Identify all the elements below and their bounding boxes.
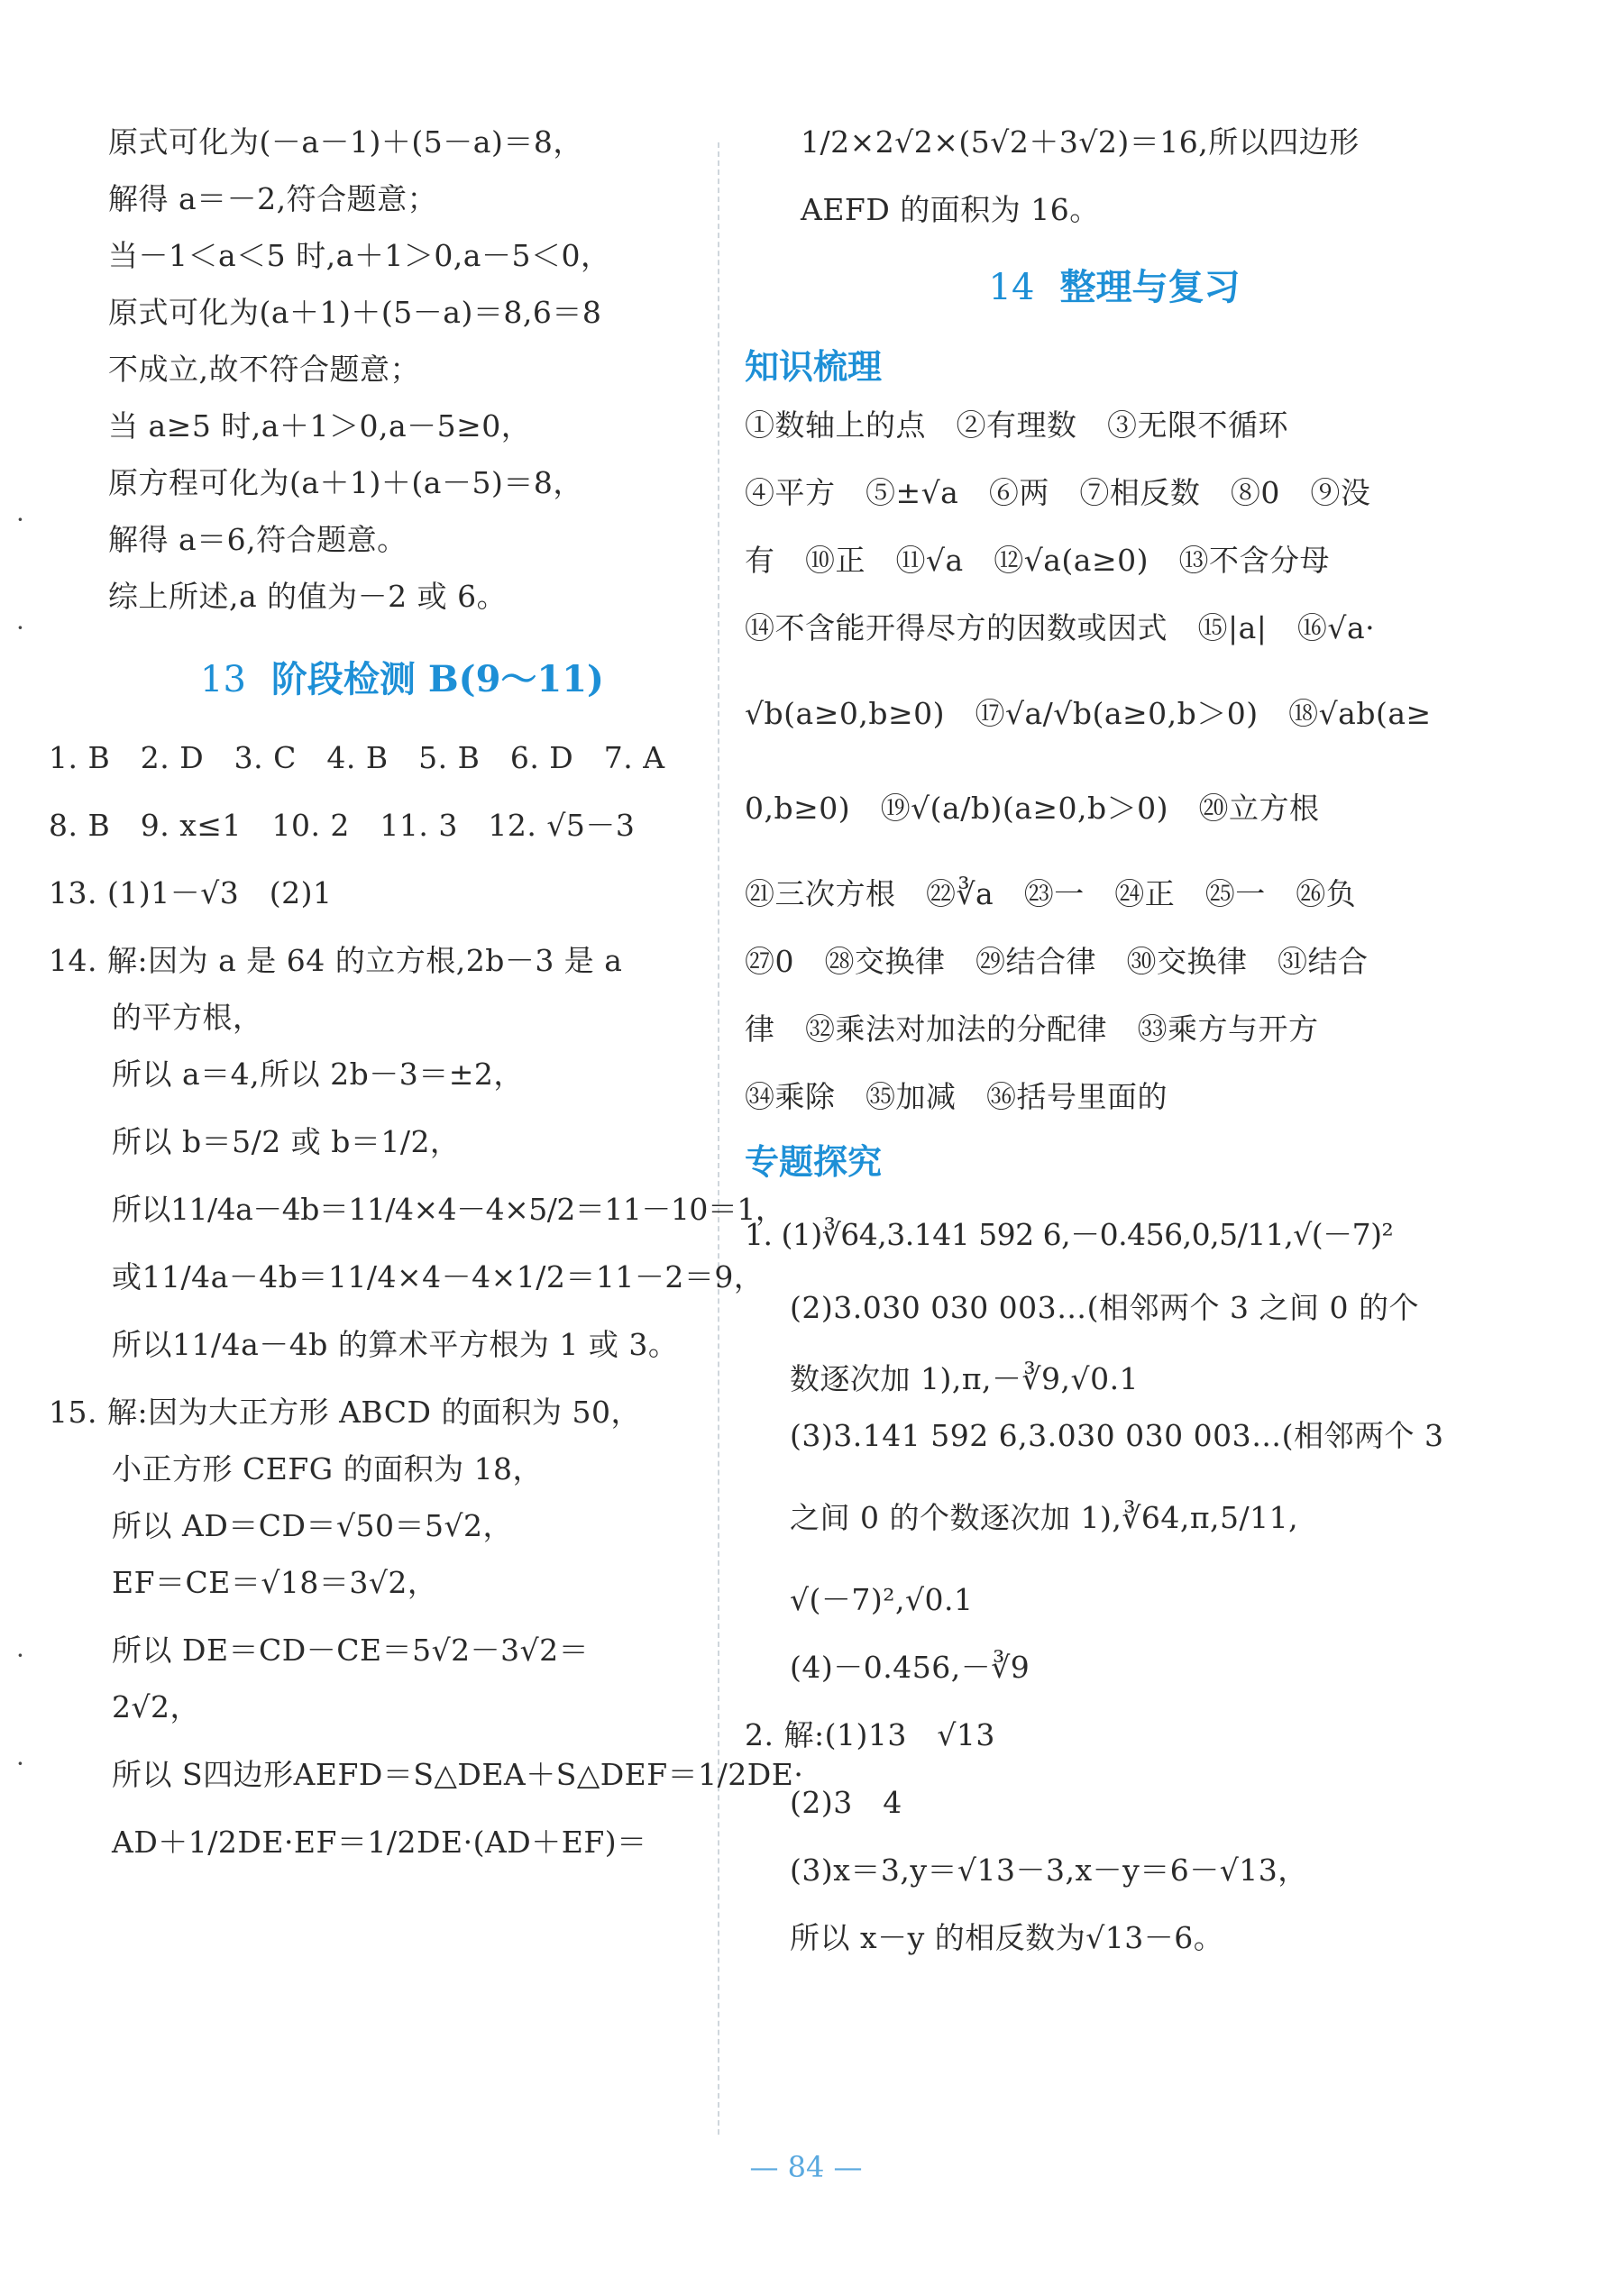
- question-14-line: 所以11/4a－4b＝11/4×4－4×5/2＝11－10＝1，: [112, 1192, 785, 1227]
- topic-line: 1. (1)∛64,3.141 592 6,－0.456,0,5/11,√(－7)²: [745, 1217, 1394, 1252]
- section-title-14: [745, 261, 1484, 315]
- topic-line: 数逐次加 1),π,－∛9,√0.1: [790, 1361, 1140, 1396]
- section-title-13: [101, 653, 703, 707]
- column-divider: [718, 142, 719, 2135]
- question-14-line: 所以 b＝5/2 或 b＝1/2，: [112, 1124, 461, 1159]
- section-number: 14: [988, 267, 1035, 308]
- margin-dot: ·: [16, 505, 24, 535]
- text-line: 不成立,故不符合题意；: [108, 352, 420, 387]
- topic-line: 之间 0 的个数逐次加 1),∛64,π,5/11,: [790, 1500, 1299, 1535]
- margin-dot: ·: [16, 1749, 24, 1779]
- text-line: 当 a≥5 时,a＋1＞0,a－5≥0，: [108, 408, 532, 444]
- knowledge-line: ④平方 ⑤±√a ⑥两 ⑦相反数 ⑧0 ⑨没: [745, 475, 1371, 510]
- subheading-topic: 专题探究: [745, 1141, 883, 1182]
- topic-line: 2. 解:(1)13 √13: [745, 1717, 995, 1752]
- knowledge-line: 有 ⑩正 ⑪√a ⑫√a(a≥0) ⑬不含分母: [745, 543, 1330, 578]
- knowledge-line: 律 ㉜乘法对加法的分配律 ㉝乘方与开方: [745, 1011, 1319, 1047]
- text-line: 原方程可化为(a＋1)＋(a－5)＝8，: [108, 465, 583, 500]
- knowledge-line: ㉞乘除 ㉟加减 ㊱括号里面的: [745, 1079, 1168, 1114]
- topic-line: (3)x＝3,y＝√13－3,x－y＝6－√13，: [790, 1852, 1308, 1888]
- answer-line: 8. B 9. x≤1 10. 2 11. 3 12. √5－3: [49, 808, 636, 843]
- question-15-line: EF＝CE＝√18＝3√2，: [112, 1565, 438, 1600]
- question-14-line: 所以 a＝4,所以 2b－3＝±2，: [112, 1057, 524, 1092]
- topic-line: √(－7)²,√0.1: [790, 1582, 974, 1617]
- question-15-line: AD＋1/2DE·EF＝1/2DE·(AD＋EF)＝: [112, 1825, 647, 1860]
- knowledge-line: ㉑三次方根 ㉒∛a ㉓一 ㉔正 ㉕一 ㉖负: [745, 876, 1357, 911]
- margin-dot: ·: [16, 613, 24, 643]
- topic-line: (4)－0.456,－∛9: [790, 1650, 1030, 1685]
- question-15-line: 所以 AD＝CD＝√50＝5√2，: [112, 1508, 514, 1543]
- question-14-line: 或11/4a－4b＝11/4×4－4×1/2＝11－2＝9，: [112, 1259, 765, 1294]
- section-number: 13: [200, 659, 246, 700]
- question-15-line: 所以 DE＝CD－CE＝5√2－3√2＝: [112, 1633, 590, 1668]
- left-column: [49, 122, 804, 1862]
- text-line: AEFD 的面积为 16。: [801, 192, 1100, 227]
- text-line: 综上所述,a 的值为－2 或 6。: [108, 579, 508, 614]
- page-number: — 84 —: [749, 2150, 863, 2184]
- question-14-line: 所以11/4a－4b 的算术平方根为 1 或 3。: [112, 1327, 679, 1362]
- knowledge-line: 0,b≥0) ⑲√(a/b)(a≥0,b＞0) ⑳立方根: [745, 791, 1320, 826]
- question-14-line: 14. 解:因为 a 是 64 的立方根,2b－3 是 a: [49, 943, 623, 978]
- subheading-knowledge: 知识梳理: [745, 346, 883, 387]
- knowledge-line: ㉗0 ㉘交换律 ㉙结合律 ㉚交换律 ㉛结合: [745, 944, 1369, 979]
- topic-line: 所以 x－y 的相反数为√13－6。: [790, 1920, 1224, 1955]
- text-line: 原式可化为(a＋1)＋(5－a)＝8,6＝8: [108, 295, 602, 330]
- text-line: 当－1＜a＜5 时,a＋1＞0,a－5＜0，: [108, 238, 611, 273]
- text-line: 原式可化为(－a－1)＋(5－a)＝8，: [108, 124, 583, 160]
- question-14-line: 的平方根，: [112, 1000, 263, 1035]
- topic-line: (2)3 4: [790, 1785, 902, 1820]
- topic-line: (2)3.030 030 003…(相邻两个 3 之间 0 的个: [790, 1290, 1419, 1325]
- margin-dot: ·: [16, 1641, 24, 1670]
- text-line: 解得 a＝6,符合题意。: [108, 522, 408, 557]
- question-15-line: 小正方形 CEFG 的面积为 18，: [112, 1451, 544, 1486]
- text-line: 1/2×2√2×(5√2＋3√2)＝16,所以四边形: [801, 124, 1360, 160]
- text-line: 解得 a＝－2,符合题意；: [108, 181, 438, 216]
- question-15-line: 所以 S四边形AEFD＝S△DEA＋S△DEF＝1/2DE·: [112, 1757, 804, 1792]
- knowledge-line: √b(a≥0,b≥0) ⑰√a/√b(a≥0,b＞0) ⑱√ab(a≥: [745, 696, 1432, 731]
- answer-line: 13. (1)1－√3 (2)1: [49, 875, 333, 910]
- section-heading: 整理与复习: [1059, 266, 1241, 308]
- topic-line: (3)3.141 592 6,3.030 030 003…(相邻两个 3: [790, 1418, 1444, 1453]
- question-15-line: 15. 解:因为大正方形 ABCD 的面积为 50，: [49, 1395, 641, 1430]
- knowledge-line: ⑭不含能开得尽方的因数或因式 ⑮|a| ⑯√a·: [745, 610, 1376, 645]
- right-column: [745, 122, 1484, 1958]
- question-15-line: 2√2，: [112, 1689, 201, 1724]
- section-heading: 阶段检测 B(9～11): [270, 658, 604, 700]
- knowledge-line: ①数轴上的点 ②有理数 ③无限不循环: [745, 407, 1288, 443]
- answer-line: 1. B 2. D 3. C 4. B 5. B 6. D 7. A: [49, 740, 665, 775]
